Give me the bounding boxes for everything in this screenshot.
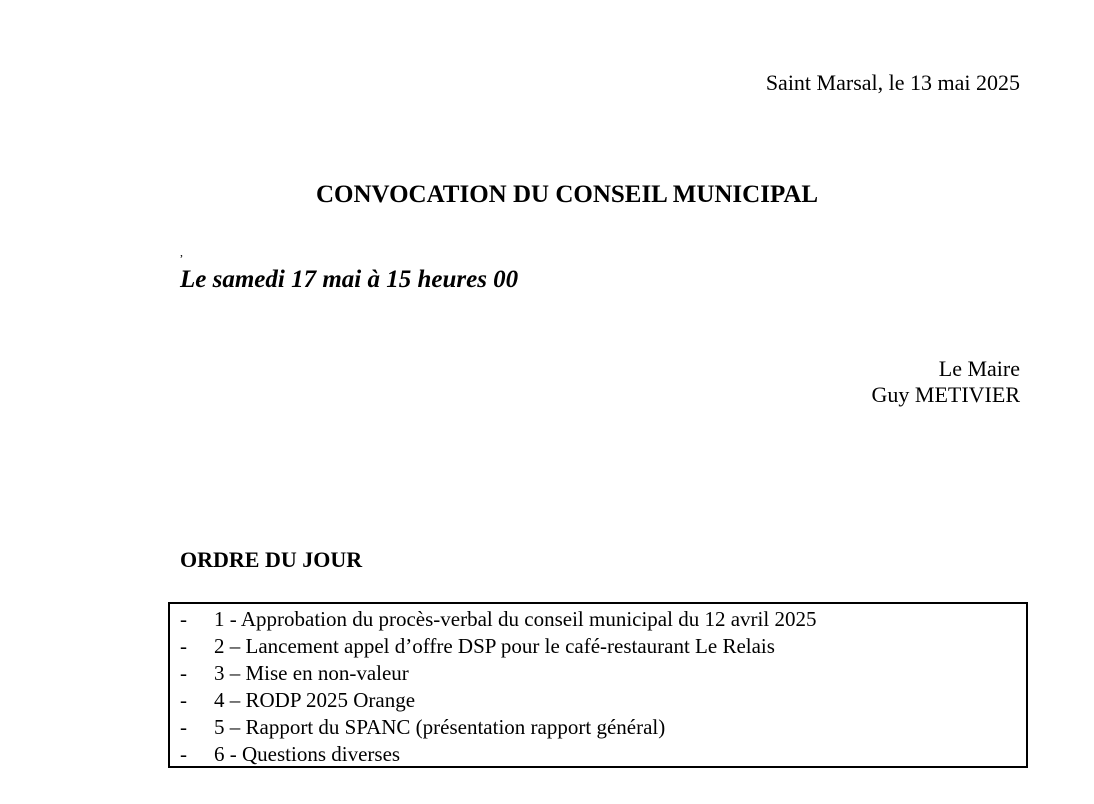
stray-mark: ,: [180, 245, 183, 259]
agenda-list: [170, 606, 1026, 768]
agenda-bullet: -: [180, 661, 187, 685]
agenda-bullet: -: [180, 742, 187, 766]
agenda-item: [170, 633, 1026, 660]
agenda-item-text: 6 - Questions diverses: [214, 742, 401, 766]
agenda-item-text: 3 – Mise en non-valeur: [214, 661, 409, 685]
meeting-datetime: Le samedi 17 mai à 15 heures 00: [180, 266, 519, 293]
agenda-item: [170, 714, 1026, 741]
agenda-item-text: 2 – Lancement appel d’offre DSP pour le café-restaurant Le Relais: [214, 634, 775, 658]
agenda-item: [170, 660, 1026, 687]
agenda-heading: ORDRE DU JOUR: [180, 547, 363, 572]
agenda-bullet: -: [180, 688, 187, 712]
agenda-box: [168, 602, 1028, 768]
agenda-item: [170, 606, 1026, 633]
agenda-item: [170, 687, 1026, 714]
document-title: CONVOCATION DU CONSEIL MUNICIPAL: [316, 181, 819, 208]
agenda-item: [170, 741, 1026, 768]
signature-name: Guy METIVIER: [871, 382, 1020, 407]
agenda-item-text: 4 – RODP 2025 Orange: [214, 688, 416, 712]
agenda-item-text: 5 – Rapport du SPANC (présentation rapport général): [214, 715, 666, 739]
signature-role: Le Maire: [938, 356, 1020, 381]
agenda-bullet: -: [180, 715, 187, 739]
agenda-item-text: 1 - Approbation du procès-verbal du conseil municipal du 12 avril 2025: [214, 607, 817, 631]
place-date: Saint Marsal, le 13 mai 2025: [765, 70, 1020, 95]
agenda-bullet: -: [180, 607, 187, 631]
signature-block: [872, 356, 1020, 408]
agenda-bullet: -: [180, 634, 187, 658]
